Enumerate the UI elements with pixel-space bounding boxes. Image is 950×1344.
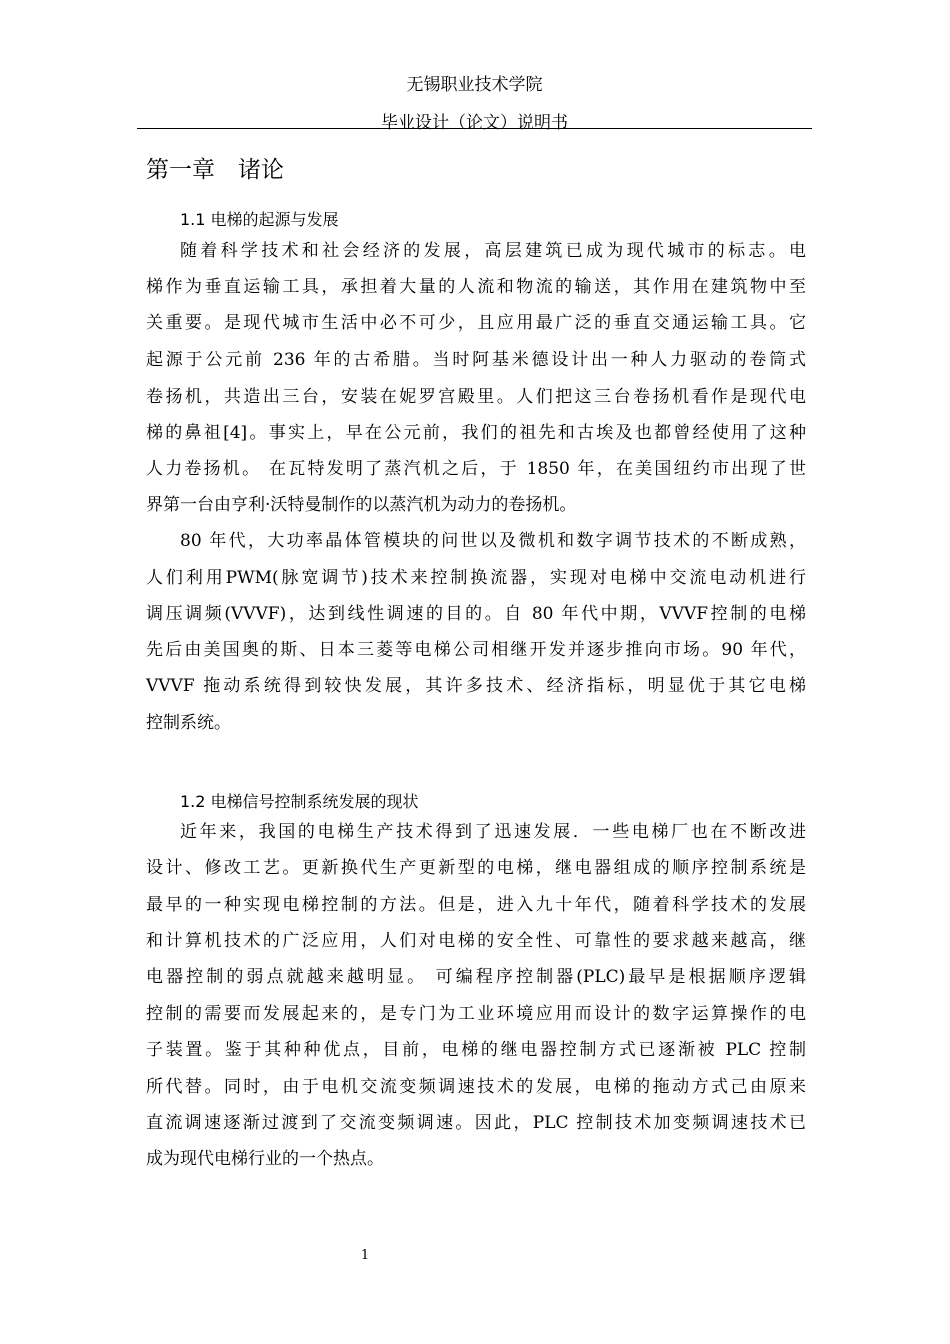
header-document-title: 毕业设计（论文）说明书 [381, 113, 568, 133]
text-line: 起源于公元前 236 年的古希腊。当时阿基米德设计出一种人力驱动的卷筒式 [146, 350, 806, 370]
chapter-title: 第一章 诸论 [146, 157, 284, 183]
section-title-1-2: 1.2 电梯信号控制系统发展的现状 [180, 792, 419, 811]
text-line: 和计算机技术的广泛应用，人们对电梯的安全性、可靠性的要求越来越高，继 [146, 931, 806, 951]
text-line: 梯的鼻祖[4]。事实上，早在公元前，我们的祖先和古埃及也都曾经使用了这种 [146, 423, 806, 443]
text-line: 人力卷扬机。 在瓦特发明了蒸汽机之后，于 1850 年，在美国纽约市出现了世 [146, 459, 806, 479]
text-line: 80 年代，大功率晶体管模块的问世以及微机和数字调节技术的不断成熟， [180, 531, 806, 551]
text-line: 近年来，我国的电梯生产技术得到了迅速发展．一些电梯厂也在不断改进 [180, 822, 806, 842]
text-line: 设计、修改工艺。更新换代生产更新型的电梯，继电器组成的顺序控制系统是 [146, 858, 806, 878]
text-line: 随着科学技术和社会经济的发展，高层建筑已成为现代城市的标志。电 [180, 241, 806, 261]
text-line: 控制的需要而发展起来的，是专门为工业环境应用而设计的数字运算操作的电 [146, 1004, 806, 1024]
text-line: VVVF 拖动系统得到较快发展，其许多技术、经济指标，明显优于其它电梯 [146, 676, 806, 696]
header-school-name: 无锡职业技术学院 [406, 75, 543, 95]
text-line: 人们利用PWM(脉宽调节)技术来控制换流器，实现对电梯中交流电动机进行 [146, 568, 806, 588]
text-line: 调压调频(VVVF)，达到线性调速的目的。自 80 年代中期，VVVF控制的电梯 [146, 604, 806, 624]
page-number: 1 [360, 1248, 370, 1263]
text-line: 卷扬机，共造出三台，安装在妮罗宫殿里。人们把这三台卷扬机看作是现代电 [146, 387, 806, 407]
text-line: 先后由美国奥的斯、日本三菱等电梯公司相继开发并逐步推向市场。90 年代， [146, 640, 806, 660]
text-line: 梯作为垂直运输工具，承担着大量的人流和物流的输送，其作用在建筑物中至 [146, 277, 806, 297]
text-line: 界第一台由亨利·沃特曼制作的以蒸汽机为动力的卷扬机。 [146, 495, 577, 515]
section-title-1-1: 1.1 电梯的起源与发展 [180, 210, 339, 229]
text-line: 直流调速逐渐过渡到了交流变频调速。因此，PLC 控制技术加变频调速技术已 [146, 1113, 806, 1133]
header-divider [137, 128, 812, 129]
text-line: 成为现代电梯行业的一个热点。 [146, 1149, 384, 1169]
text-line: 子装置。鉴于其种种优点，目前，电梯的继电器控制方式已逐渐被 PLC 控制 [146, 1040, 806, 1060]
text-line: 最早的一种实现电梯控制的方法。但是，进入九十年代，随着科学技术的发展 [146, 895, 806, 915]
text-line: 所代替。同时，由于电机交流变频调速技术的发展，电梯的拖动方式己由原来 [146, 1077, 806, 1097]
text-line: 电器控制的弱点就越来越明显。 可编程序控制器(PLC)最早是根据顺序逻辑 [146, 967, 806, 987]
text-line: 控制系统。 [146, 713, 231, 733]
text-line: 关重要。是现代城市生活中必不可少，且应用最广泛的垂直交通运输工具。它 [146, 313, 806, 333]
